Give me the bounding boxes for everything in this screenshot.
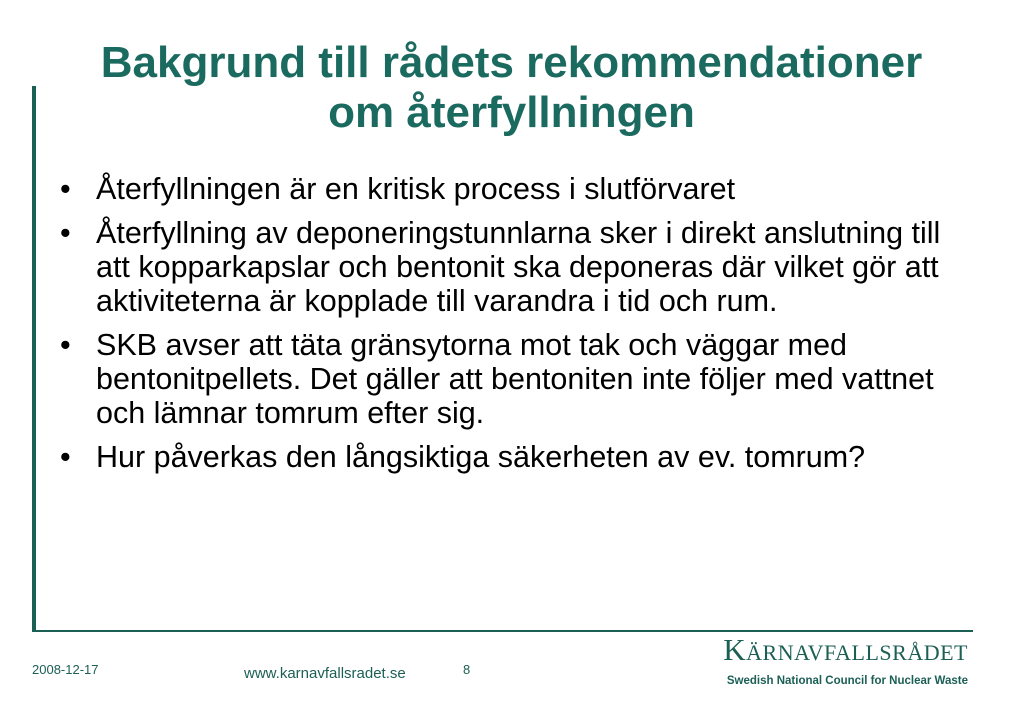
- logo-initial: K: [723, 632, 747, 667]
- bullet-text: SKB avser att täta gränsytorna mot tak och väggar med bentonitpellets. Det gäller att bentoniten inte följer med vattnet och lämnar tomrum efter sig.: [96, 328, 934, 430]
- bullet-text: Återfyllningen är en kritisk process i slutförvaret: [96, 172, 736, 206]
- bullet-item-2: [56, 216, 976, 318]
- bullet-item-3: [56, 328, 976, 430]
- slide-title-line-1: Bakgrund till rådets rekommendationer: [100, 38, 923, 87]
- bullet-text: Återfyllning av deponeringstunnlarna sker i direkt anslutning till att kopparkapslar och bentonit ska deponeras där vilket gör att aktiviteterna är kopplade till varandra i tid och rum.: [96, 216, 941, 318]
- footer-date: 2008-12-17: [32, 662, 99, 677]
- bullet-item-1: [56, 172, 976, 206]
- logo-name-rest: ÄRNAVFALLSRÅDET: [746, 640, 968, 665]
- logo-wordmark: [723, 632, 968, 667]
- bullet-item-4: [56, 440, 976, 474]
- footer-website-link[interactable]: www.karnavfallsradet.se: [244, 665, 406, 682]
- organization-logo: [723, 632, 968, 688]
- bullet-list: [56, 172, 976, 484]
- bullet-dot-icon: •: [60, 172, 71, 206]
- bullet-dot-icon: •: [60, 328, 71, 362]
- bullet-text: Hur påverkas den långsiktiga säkerheten av ev. tomrum?: [96, 440, 866, 474]
- slide-title-line-2: om återfyllningen: [328, 88, 695, 137]
- logo-subtitle: Swedish National Council for Nuclear Waste: [726, 675, 968, 687]
- slide-title: [40, 38, 983, 138]
- bullet-dot-icon: •: [60, 440, 71, 474]
- footer-page-number: 8: [463, 662, 471, 677]
- left-vertical-rule: [32, 86, 36, 632]
- bottom-horizontal-rule: [32, 630, 973, 632]
- bullet-dot-icon: •: [60, 216, 71, 250]
